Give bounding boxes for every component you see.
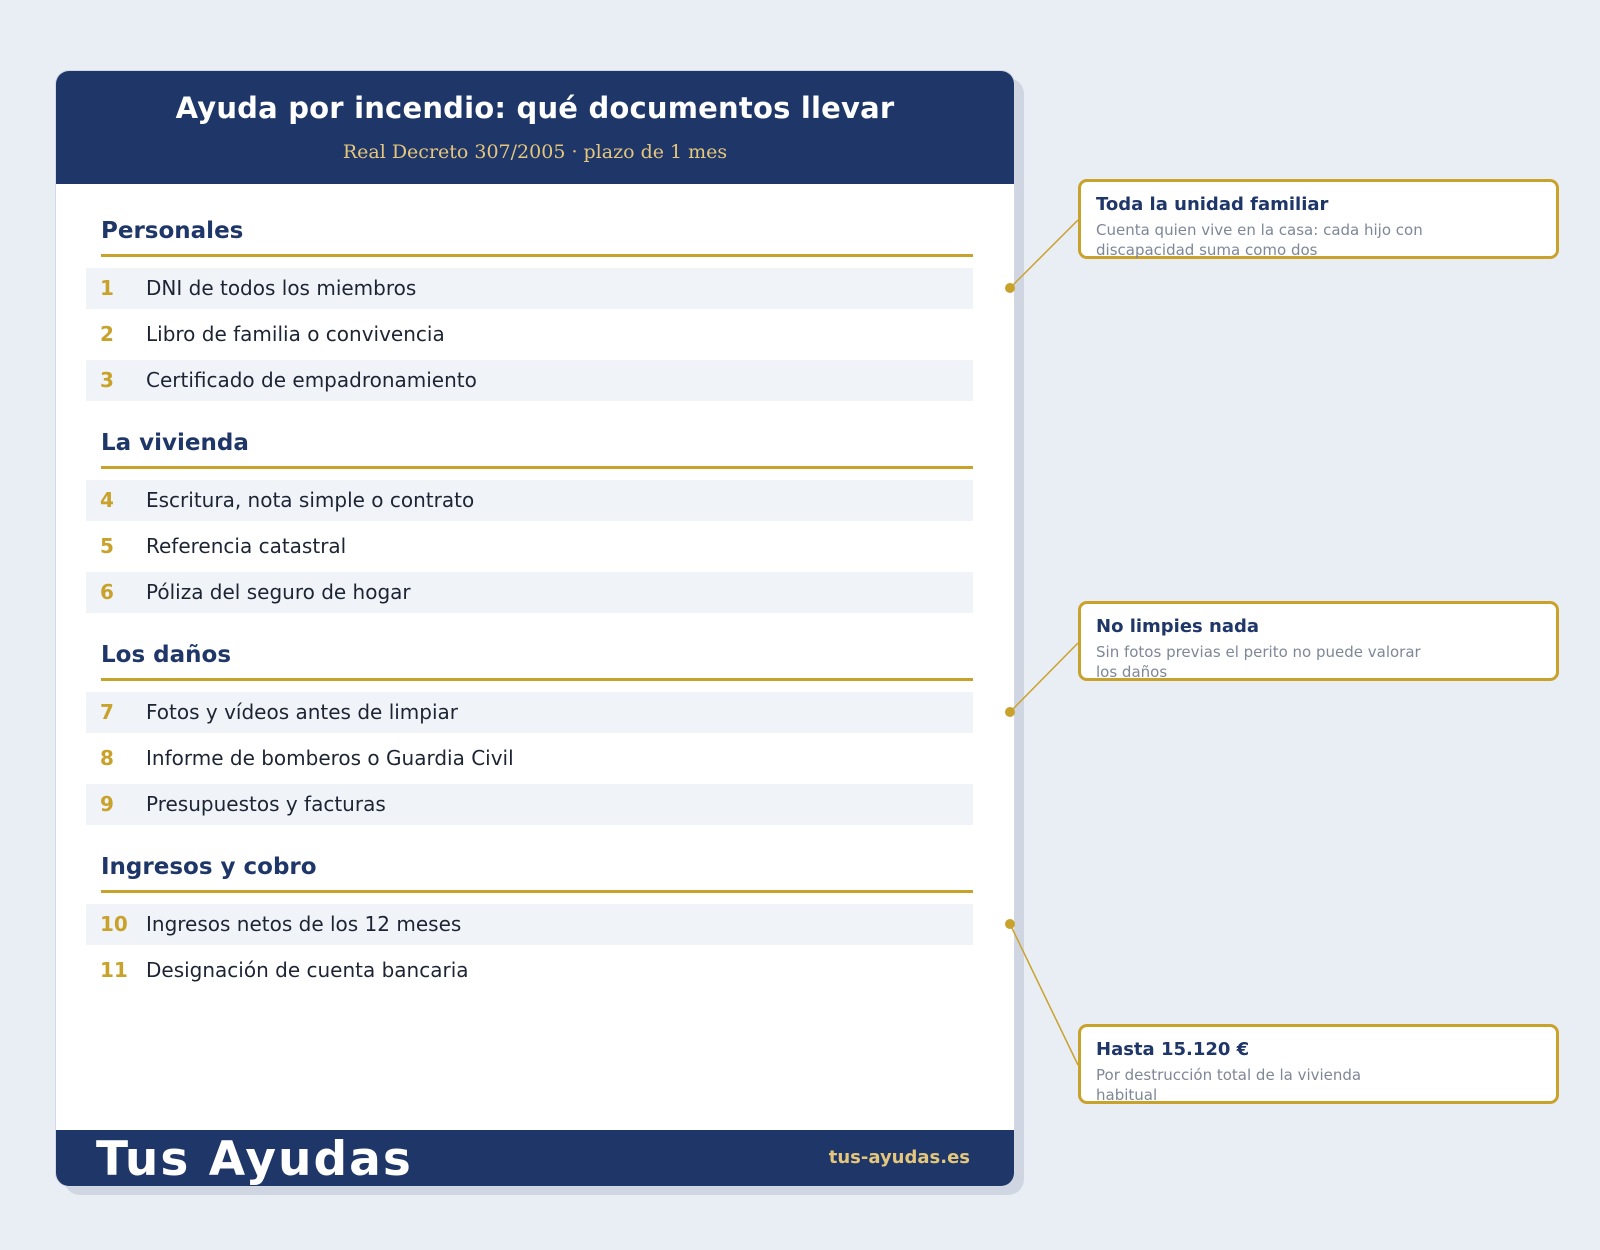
- connector-dot: [1005, 919, 1015, 929]
- item-label: Fotos y vídeos antes de limpiar: [146, 700, 459, 724]
- section-title: Los daños: [101, 642, 232, 668]
- connector-dot: [1005, 707, 1015, 717]
- item-label: Referencia catastral: [146, 534, 347, 558]
- connector-line: [1010, 924, 1078, 1065]
- connector-line: [1010, 643, 1078, 712]
- callout-no-limpies: [1078, 601, 1559, 681]
- page-title: Ayuda por incendio: qué documentos llevar: [175, 91, 895, 125]
- callout-importe-maximo: [1078, 1024, 1559, 1104]
- item-number: 1: [100, 276, 114, 300]
- page-subtitle: Real Decreto 307/2005 · plazo de 1 mes: [342, 141, 728, 163]
- site-link[interactable]: tus-ayudas.es: [828, 1147, 970, 1168]
- connector-dot: [1005, 283, 1015, 293]
- connector-line: [1010, 220, 1078, 288]
- callout-text: Cuenta quien vive en la casa: cada hijo con discapacidad suma como dos: [1096, 221, 1423, 259]
- item-label: Póliza del seguro de hogar: [146, 580, 411, 604]
- item-number: 9: [100, 792, 114, 816]
- callout-unidad-familiar: [1078, 179, 1559, 259]
- item-label: Libro de familia o convivencia: [146, 322, 445, 346]
- item-number: 2: [100, 322, 114, 346]
- callout-title: Hasta 15.120 €: [1096, 1039, 1250, 1060]
- item-number: 11: [100, 958, 128, 982]
- item-number: 7: [100, 700, 114, 724]
- callout-text: Por destrucción total de la vivienda habitual: [1096, 1066, 1362, 1104]
- section-title: Ingresos y cobro: [101, 854, 317, 880]
- item-number: 3: [100, 368, 114, 392]
- brand-logo: Tus Ayudas: [96, 1132, 413, 1187]
- item-number: 10: [100, 912, 128, 936]
- item-label: Informe de bomberos o Guardia Civil: [146, 746, 514, 770]
- item-label: Presupuestos y facturas: [146, 792, 386, 816]
- section-title: Personales: [101, 218, 244, 244]
- item-number: 6: [100, 580, 114, 604]
- item-label: Designación de cuenta bancaria: [146, 958, 469, 982]
- item-label: DNI de todos los miembros: [146, 276, 417, 300]
- item-number: 8: [100, 746, 114, 770]
- item-label: Escritura, nota simple o contrato: [146, 488, 475, 512]
- callout-title: Toda la unidad familiar: [1096, 194, 1329, 215]
- callout-text: Sin fotos previas el perito no puede valorar los daños: [1096, 643, 1421, 681]
- item-label: Ingresos netos de los 12 meses: [146, 912, 462, 936]
- item-label: Certificado de empadronamiento: [146, 368, 477, 392]
- item-number: 5: [100, 534, 114, 558]
- callout-title: No limpies nada: [1096, 616, 1260, 637]
- item-number: 4: [100, 488, 114, 512]
- section-title: La vivienda: [101, 430, 249, 456]
